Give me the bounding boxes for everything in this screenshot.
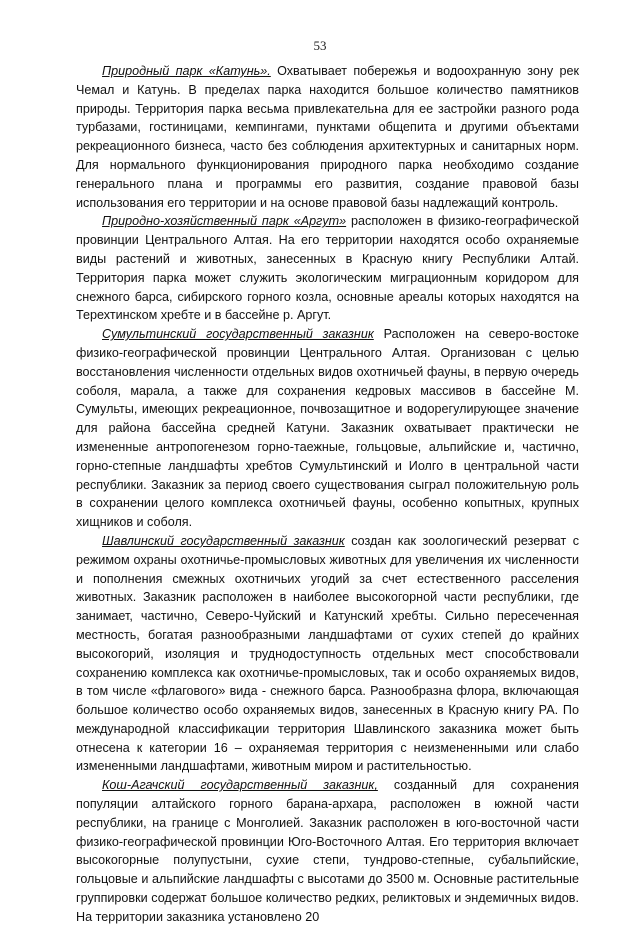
heading-sumulta-reserve: Сумультинский государственный заказник <box>102 327 374 342</box>
heading-kosh-agach-reserve: Кош-Агачский государственный заказник, <box>102 778 378 793</box>
paragraph-katun-park <box>76 62 579 212</box>
paragraph-sumulta-reserve <box>76 325 579 532</box>
text-argut-park: расположен в физико-географической провинции Центрального Алтая. На его территории находятся особо охраняемые виды растений и животных, занесенных в Красную книгу Республики Алтай. Территория парка может служить экологическим миграционным коридором для снежного барса, сибирского горного козла, основные ареалы которых находятся на Терехтинском хребте и в бассейне р. Аргут. <box>76 214 579 323</box>
paragraph-shavla-reserve <box>76 532 579 776</box>
page-number: 53 <box>313 38 327 53</box>
heading-shavla-reserve: Шавлинский государственный заказник <box>102 533 345 548</box>
text-shavla-reserve: создан как зоологический резерват с режимом охраны охотничье-промысловых животных для увеличения их численности и пополнения смежных охотничьих угодий за счет естественного расселения животных. Заказник расположен в наиболее высокогорной части республики, где занимает, частично, Северо-Чуйский и Катунский хребты. Сильно пересеченная местность, богатая разнообразными ландшафтами от сухих степей до крайних высокогорий, изоляция и труднодоступность отдельных мест способствовали сохранению комплекса как охотничье-промысловых, так и особо охраняемых видов, в том числе «флагового» вида - снежного барса. Разнообразна флора, включающая большое количество особо охраняемых видов, занесенных в Красную книгу РА. По международной классификации территория Шавлинского заказника может быть отнесена к категории 16 – охраняемая территория с неизмененными или слабо измененными ландшафтами, животным миром и растительностью. <box>76 533 579 774</box>
heading-katun-park: Природный парк «Катунь». <box>102 64 271 78</box>
heading-argut-park: Природно-хозяйственный парк «Аргут» <box>102 214 347 229</box>
text-kosh-agach-reserve: созданный для сохранения популяции алтайского горного барана-архара, расположен в южной части республики, на границе с Монголией. Заказник расположен в юго-восточной части физико-географической провинции Юго-Восточного Алтая. Его территория включает высокогорные полупустыни, сухие степи, тундрово-степные, субальпийские, гольцовые и альпийские ландшафты с высотами до 3500 м. Основные растительные группировки содержат большое количество редких, реликтовых и эндемичных видов. На территории заказника установлено 20 <box>76 778 579 924</box>
text-katun-park: Охватывает побережья и водоохранную зону рек Чемал и Катунь. В пределах парка находится большое количество памятников природы. Территория парка весьма привлекательна для ее застройки разного рода турбазами, гостиницами, кемпингами, пунктами общепита и другими объектами рекреационного бизнеса, часто без соблюдения архитектурных и санитарных норм. Для нормального функционирования природного парка необходимо создание генерального плана и программы его развития, создание правовой базы использования его территории и на основе правовой базы надлежащий контроль. <box>76 64 579 210</box>
page-body <box>76 62 579 927</box>
paragraph-kosh-agach-reserve <box>76 776 579 926</box>
text-sumulta-reserve: Расположен на северо-востоке физико-географической провинции Центрального Алтая. Организован с целью восстановления численности отдельных видов охотничьей фауны, в первую очередь соболя, марала, а также для сохранения кедровых массивов в бассейне М. Сумульты, имеющих рекреационное, почвозащитное и водорегулирующее значение для района бассейна средней Катуни. Заказник охватывает практически не измененные антропогенезом горно-таежные, гольцовые, альпийские и, частично, горно-степные ландшафты хребтов Сумультинский и Иолго в центральной части республики. Заказник за период своего существования сыграл положительную роль в сохранении целого комплекса охотничьей фауны, особенно копытных, крупных хищников и соболя. <box>76 327 579 530</box>
paragraph-argut-park <box>76 212 579 325</box>
